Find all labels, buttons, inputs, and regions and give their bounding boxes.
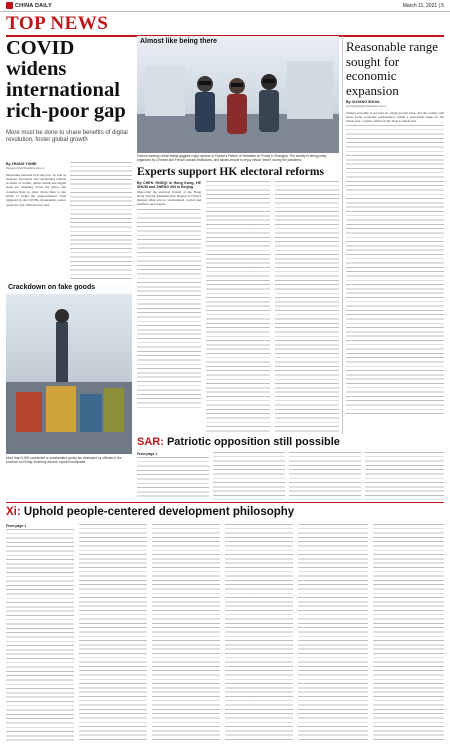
crackdown-caption: More than 5,000 counterfeit or substandard goods are destroyed by officials in the province on Friday, including alcohol, expired toothpaste. xyxy=(6,456,122,464)
hk-lead: Improving the electoral system of the Hong Kong Special Administrative Region is China's internal affair and is constitutional, lawful and justified, said experts. xyxy=(137,189,201,207)
masthead-brand: CHINA DAILY xyxy=(6,2,52,9)
hk-column-1 xyxy=(137,181,201,433)
xi-column-2 xyxy=(79,524,147,742)
xi-column-6 xyxy=(373,524,444,742)
vr-visitors-image xyxy=(137,36,339,153)
sar-headline-prefix: SAR: xyxy=(137,436,164,448)
covid-email: zhangyunbi@chinadaily.com.cn xyxy=(6,166,45,171)
covid-headline: COVID widens international rich-poor gap xyxy=(6,37,126,122)
range-byline: By OUYANG SHIJIA xyxy=(346,100,380,104)
photo-caption: Visitors wearing virtual reality goggles enjoy replicas of France's Palace of Versailles on Friday in Shanghai. The activity is being jointly organized by Chinese and French cultural institutions, and allows people to enjoy virtual "travel" during the pandemic. xyxy=(137,154,327,162)
xi-from-page: From page 1 xyxy=(6,524,27,528)
xi-column-5 xyxy=(298,524,368,742)
covid-subhead: More must be done to share benefits of digital revolution, foster global growth xyxy=(6,130,128,144)
xi-column-4 xyxy=(225,524,293,742)
section-title: TOP NEWS xyxy=(6,13,109,34)
sar-column-1-text xyxy=(137,457,209,499)
hk-headline: Experts support HK electoral reforms xyxy=(137,166,324,178)
range-body-text xyxy=(346,125,444,415)
crackdown-title: Crackdown on fake goods xyxy=(6,282,132,294)
sar-headline xyxy=(137,436,437,448)
photo-title: Almost like being there xyxy=(140,38,218,45)
hk-column-3 xyxy=(275,181,339,433)
sar-column-4 xyxy=(365,452,444,500)
hk-byline: By CHEN YINGQI in Hong Kong, HE SHUSI and ZHENG XIN in Beijing xyxy=(137,181,201,190)
xi-column-1-text xyxy=(6,529,74,741)
hk-column-1-text xyxy=(137,209,201,409)
hk-column-2 xyxy=(206,181,270,433)
covid-column-1 xyxy=(6,162,66,279)
xi-column-3 xyxy=(152,524,220,742)
masthead-date: March 11, 2021 | 5 xyxy=(402,2,444,9)
range-column xyxy=(346,100,444,430)
masthead-bar xyxy=(0,0,450,12)
sar-column-3 xyxy=(289,452,361,500)
range-lead: China's economy is not bent on a high growth track, and the country will never foster economic performance within a reasonable range for the whole year, a senior official at the State Council said. xyxy=(346,110,444,124)
china-daily-logo-icon xyxy=(6,2,13,9)
xi-divider xyxy=(6,502,444,503)
sar-from-page: From page 1 xyxy=(137,452,158,456)
photo-crackdown xyxy=(6,282,132,454)
covid-byline: By ZHANG YUNBI xyxy=(6,162,37,166)
xi-headline xyxy=(6,506,444,518)
covid-lead: Disparities between rich and poor, as well as between developed and developing nations in terms of wealth, public health and digital leaps are widening across the globe, and countries have no other choice than to join hands to tackle the unprecedented crisis triggered by the COVID-19 pandemic, senior observers and officials have said. xyxy=(6,172,66,207)
xi-headline-text: Uphold people-centered development philosophy xyxy=(23,506,295,518)
range-email: ouyangshijia@chinadaily.com.cn xyxy=(346,104,387,109)
sar-headline-text: Patriotic opposition still possible xyxy=(166,436,340,448)
crackdown-image xyxy=(6,282,132,454)
xi-column-1 xyxy=(6,524,74,742)
column-divider xyxy=(342,36,343,434)
range-headline: Reasonable range sought for economic expansion xyxy=(346,39,439,98)
xi-headline-prefix: Xi: xyxy=(6,506,21,518)
photo-vr-visitors xyxy=(137,36,339,153)
covid-column-2 xyxy=(70,162,132,279)
sar-column-1 xyxy=(137,452,209,500)
sar-column-2 xyxy=(213,452,285,500)
